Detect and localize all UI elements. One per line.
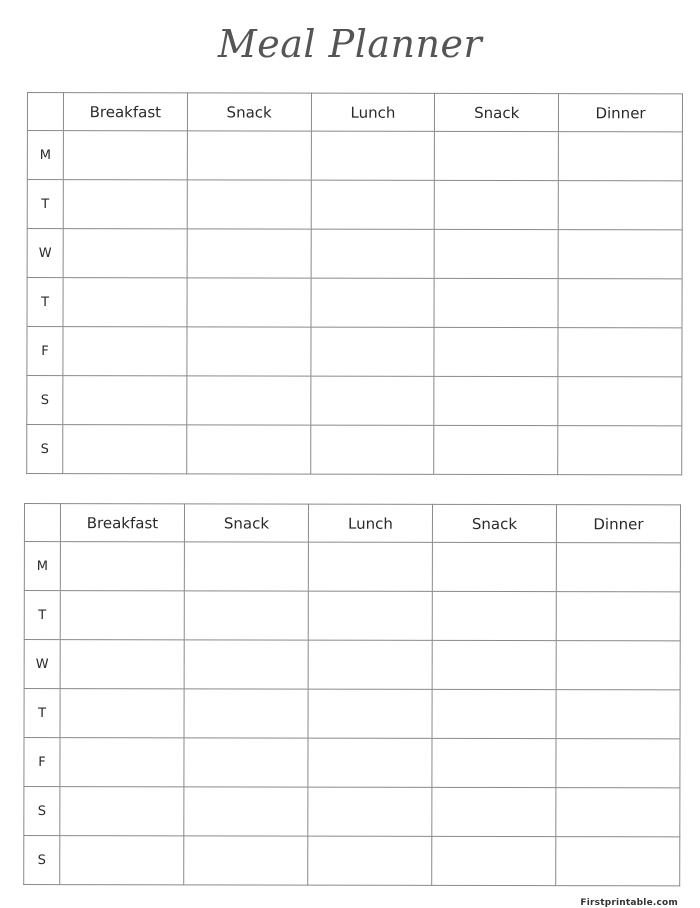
header-row: [24, 504, 680, 543]
day-row: [24, 640, 680, 690]
day-label: W: [24, 640, 60, 689]
header-row: [27, 93, 682, 132]
day-label: W: [27, 229, 63, 278]
meal-cell[interactable]: [63, 131, 187, 180]
meal-cell[interactable]: [63, 278, 187, 327]
meal-cell[interactable]: [187, 229, 311, 278]
meal-cell[interactable]: [558, 426, 682, 475]
column-header-dinner: Dinner: [556, 505, 680, 543]
meal-planner-table-week-2: [23, 503, 681, 886]
meal-cell[interactable]: [308, 542, 432, 591]
meal-cell[interactable]: [186, 425, 310, 474]
meal-cell[interactable]: [187, 327, 311, 376]
meal-cell[interactable]: [184, 787, 308, 836]
day-row: [24, 689, 680, 739]
day-row: [27, 180, 682, 230]
day-label: T: [24, 591, 60, 640]
day-row: [27, 278, 682, 328]
meal-cell[interactable]: [308, 738, 432, 787]
day-label: S: [24, 836, 60, 885]
meal-cell[interactable]: [63, 229, 187, 278]
meal-cell[interactable]: [558, 181, 682, 230]
meal-cell[interactable]: [558, 230, 682, 279]
meal-cell[interactable]: [60, 836, 184, 885]
day-row: [24, 787, 680, 837]
meal-cell[interactable]: [432, 591, 556, 640]
meal-cell[interactable]: [60, 542, 184, 591]
meal-cell[interactable]: [558, 377, 682, 426]
meal-cell[interactable]: [556, 543, 680, 592]
day-row: [24, 591, 680, 641]
meal-cell[interactable]: [556, 641, 680, 690]
day-row: [27, 327, 682, 377]
column-header-snack: Snack: [432, 504, 556, 542]
meal-cell[interactable]: [432, 738, 556, 787]
column-header-lunch: Lunch: [308, 504, 432, 542]
meal-cell[interactable]: [434, 278, 558, 327]
meal-cell[interactable]: [558, 279, 682, 328]
day-label: T: [27, 278, 63, 327]
day-label: S: [27, 425, 63, 474]
day-row: [24, 836, 680, 886]
corner-cell: [24, 504, 60, 542]
meal-cell[interactable]: [432, 787, 556, 836]
meal-cell[interactable]: [310, 425, 434, 474]
meal-cell[interactable]: [60, 689, 184, 738]
meal-cell[interactable]: [184, 836, 308, 885]
day-label: F: [27, 327, 63, 376]
corner-cell: [27, 93, 63, 131]
meal-cell[interactable]: [308, 836, 432, 885]
meal-cell[interactable]: [556, 739, 680, 788]
meal-cell[interactable]: [432, 689, 556, 738]
column-header-snack: Snack: [435, 93, 559, 131]
meal-cell[interactable]: [310, 376, 434, 425]
meal-cell[interactable]: [60, 591, 184, 640]
day-row: [27, 131, 682, 181]
meal-cell[interactable]: [308, 787, 432, 836]
meal-cell[interactable]: [184, 542, 308, 591]
meal-cell[interactable]: [559, 132, 683, 181]
meal-cell[interactable]: [63, 425, 187, 474]
day-label: M: [27, 131, 63, 180]
column-header-lunch: Lunch: [311, 93, 435, 131]
meal-cell[interactable]: [432, 836, 556, 885]
watermark: Firstprintable.com: [580, 898, 678, 908]
day-row: [24, 542, 680, 592]
column-header-dinner: Dinner: [559, 94, 683, 132]
meal-cell[interactable]: [187, 180, 311, 229]
day-row: [27, 229, 682, 279]
meal-cell[interactable]: [556, 690, 680, 739]
meal-cell[interactable]: [308, 591, 432, 640]
meal-cell[interactable]: [556, 788, 680, 837]
meal-cell[interactable]: [308, 640, 432, 689]
day-label: F: [24, 738, 60, 787]
meal-cell[interactable]: [311, 131, 435, 180]
meal-cell[interactable]: [558, 328, 682, 377]
meal-cell[interactable]: [311, 229, 435, 278]
meal-cell[interactable]: [187, 278, 311, 327]
meal-cell[interactable]: [310, 327, 434, 376]
meal-cell[interactable]: [60, 738, 184, 787]
meal-cell[interactable]: [60, 640, 184, 689]
column-header-breakfast: Breakfast: [60, 504, 184, 542]
meal-cell[interactable]: [187, 131, 311, 180]
column-header-snack: Snack: [187, 93, 311, 131]
day-label: T: [24, 689, 60, 738]
day-row: [27, 425, 682, 475]
meal-cell[interactable]: [435, 131, 559, 180]
meal-cell[interactable]: [63, 180, 187, 229]
meal-cell[interactable]: [184, 640, 308, 689]
meal-cell[interactable]: [556, 592, 680, 641]
meal-cell[interactable]: [184, 591, 308, 640]
meal-cell[interactable]: [435, 180, 559, 229]
meal-cell[interactable]: [432, 640, 556, 689]
meal-cell[interactable]: [308, 689, 432, 738]
meal-cell[interactable]: [434, 327, 558, 376]
meal-planner-table-week-1: [26, 92, 683, 475]
meal-cell[interactable]: [556, 837, 680, 886]
meal-cell[interactable]: [63, 376, 187, 425]
meal-cell[interactable]: [434, 425, 558, 474]
meal-cell[interactable]: [60, 787, 184, 836]
meal-cell[interactable]: [435, 229, 559, 278]
meal-cell[interactable]: [311, 180, 435, 229]
day-label: S: [24, 787, 60, 836]
meal-cell[interactable]: [311, 278, 435, 327]
page-title: Meal Planner: [217, 22, 483, 66]
meal-cell[interactable]: [434, 376, 558, 425]
meal-cell[interactable]: [184, 689, 308, 738]
meal-cell[interactable]: [187, 376, 311, 425]
column-header-snack: Snack: [184, 504, 308, 542]
day-label: S: [27, 376, 63, 425]
meal-cell[interactable]: [432, 542, 556, 591]
meal-cell[interactable]: [184, 738, 308, 787]
day-label: M: [24, 542, 60, 591]
day-row: [24, 738, 680, 788]
meal-cell[interactable]: [63, 327, 187, 376]
day-label: T: [27, 180, 63, 229]
column-header-breakfast: Breakfast: [63, 93, 187, 131]
day-row: [27, 376, 682, 426]
